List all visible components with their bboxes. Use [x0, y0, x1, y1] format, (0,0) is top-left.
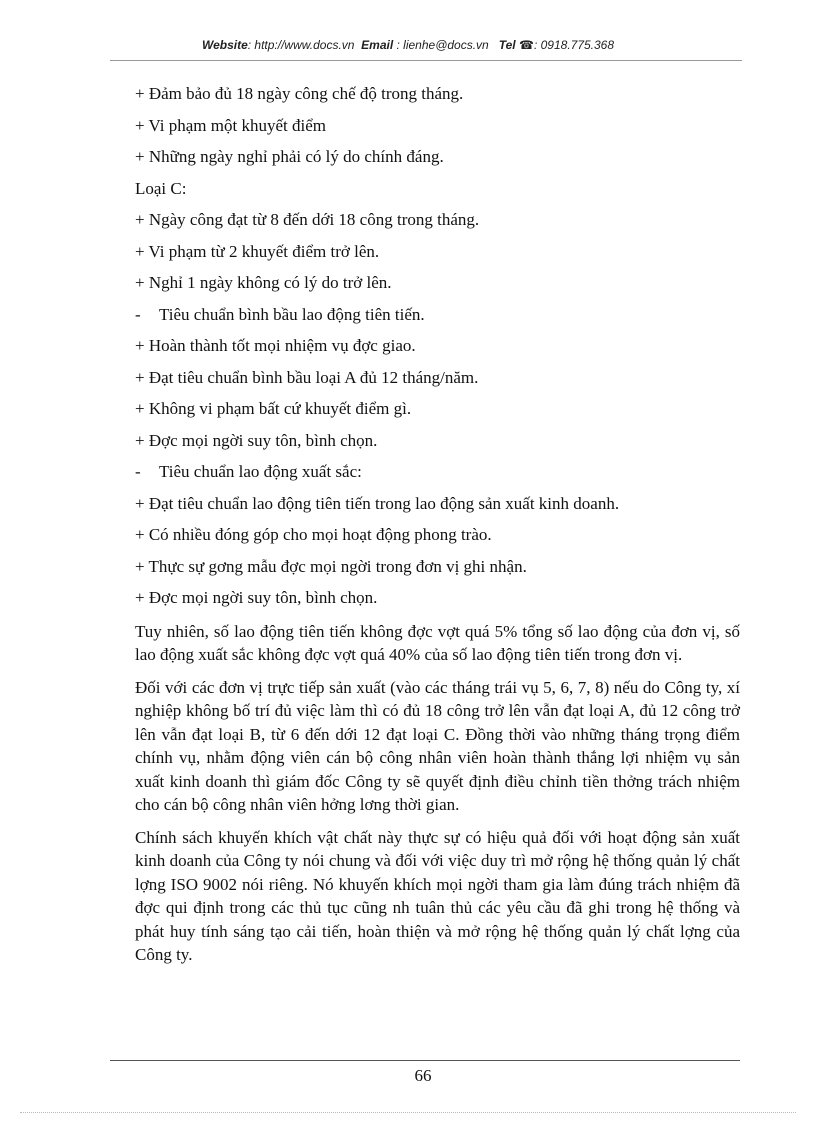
list-item: + Đợc mọi ngời suy tôn, bình chọn.: [135, 430, 378, 450]
list-item: + Hoàn thành tốt mọi nhiệm vụ đợc giao.: [135, 336, 416, 355]
website-label: Website: [201, 38, 248, 52]
list-item: + Không vi phạm bất cứ khuyết điểm gì.: [135, 399, 412, 418]
text-line: + Nghỉ 1 ngày không có lý do trở lên.: [135, 273, 392, 292]
header-divider: [110, 60, 742, 61]
paragraph: Đối với các đơn vị trực tiếp sản xuất (vào các tháng trái vụ 5, 6, 7, 8) nếu do Công ty, xí nghiệp không bố trí đủ việc làm thì có đủ 18 công trở lên vẫn đạt loại A, đủ 12 công trở lên vẫn đạt loại B, từ 6 đến dới 12 đạt loại C. Đồng thời vào những tháng trọng điểm chính vụ, nhằm động viên cán bộ công nhân viên hoàn thành thắng lợi nhiệm vụ sản xuất kinh doanh thì giám đốc Công ty sẽ quyết định điều chỉnh tiền thởng trách nhiệm cho cán bộ công nhân viên hởng lơng thời gian.: [135, 677, 740, 814]
section-title: Tiêu chuẩn bình bầu lao động tiên tiến.: [159, 304, 425, 324]
text-line: + Ngày công đạt từ 8 đến dới 18 công trong tháng.: [135, 210, 480, 229]
page-header: [0, 38, 816, 52]
section-heading: [135, 456, 740, 488]
text-line: Loại C:: [135, 178, 187, 198]
email-value: : lienhe@docs.vn: [396, 38, 489, 52]
list-item: + Có nhiều đóng góp cho mọi hoạt động phong trào.: [135, 525, 492, 544]
list-item: + Đạt tiêu chuẩn lao động tiên tiến trong lao động sản xuất kinh doanh.: [135, 493, 620, 513]
page-number: 66: [414, 1066, 432, 1085]
email-label: Email: [361, 38, 394, 52]
list-item: + Đạt tiêu chuẩn bình bầu loại A đủ 12 tháng/năm.: [135, 367, 479, 387]
document-body: [135, 78, 740, 967]
footer-divider: [110, 1060, 740, 1061]
tel-value: : 0918.775.368: [533, 38, 615, 52]
dash-bullet: -: [135, 304, 141, 324]
website-value: : http://www.docs.vn: [247, 38, 355, 52]
section-title: Tiêu chuẩn lao động xuất sắc:: [159, 462, 362, 481]
phone-icon: ☎: [519, 38, 534, 52]
dash-bullet: -: [135, 462, 141, 481]
tel-label: Tel: [498, 38, 516, 52]
list-item: + Thực sự gơng mẫu đợc mọi ngời trong đơn vị ghi nhận.: [135, 556, 527, 576]
text-line: + Những ngày nghỉ phải có lý do chính đáng.: [135, 147, 444, 166]
section-heading: [135, 299, 740, 331]
page-edge-divider: [20, 1112, 796, 1113]
paragraph: Chính sách khuyến khích vật chất này thực sự có hiệu quả đối với hoạt động sản xuất kinh doanh của Công ty nói chung và đối với việc duy trì mở rộng hệ thống quản lý chất lợng ISO 9002 nói riêng. Nó khuyến khích mọi ngời tham gia làm đúng trách nhiệm đã đợc qui định trong các thủ tục cũng nh tuân thủ các yêu cầu đã ghi trong hệ thống và phát huy tính sáng tạo cải tiến, hoàn thiện và mở rộng hệ thống quản lý chất lợng của Công ty.: [135, 827, 740, 964]
text-line: + Vi phạm một khuyết điểm: [135, 115, 326, 135]
text-line: + Đảm bảo đủ 18 ngày công chế độ trong tháng.: [135, 84, 464, 103]
paragraph: Tuy nhiên, số lao động tiên tiến không đợc vợt quá 5% tổng số lao động của đơn vị, số lao động xuất sắc không đợc vợt quá 40% của số lao động tiên tiến trong đơn vị.: [135, 621, 740, 664]
text-line: + Vi phạm từ 2 khuyết điểm trở lên.: [135, 241, 380, 261]
list-item: + Đợc mọi ngời suy tôn, bình chọn.: [135, 588, 378, 607]
